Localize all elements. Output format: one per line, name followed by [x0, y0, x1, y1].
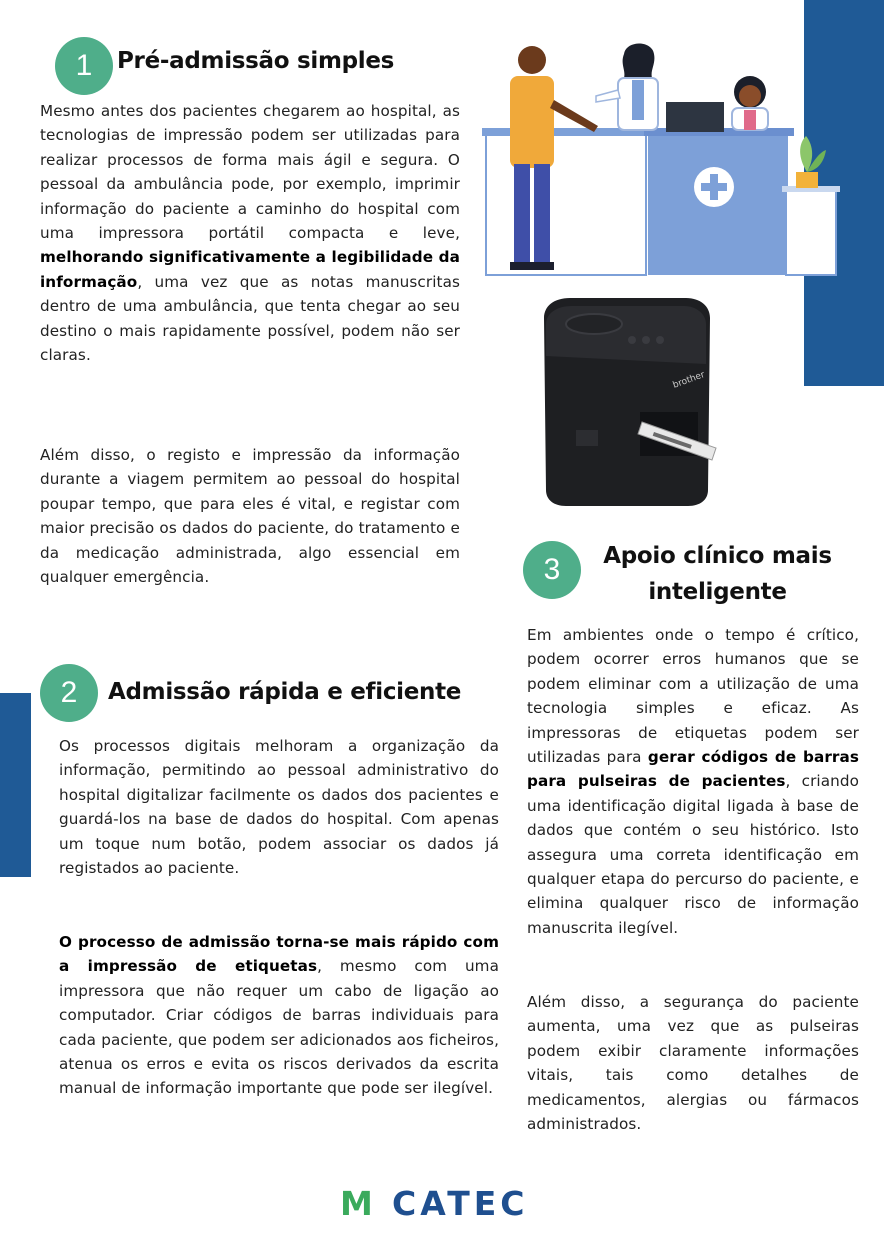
section-3-title: Apoio clínico mais inteligente — [603, 543, 832, 605]
patient-figure — [518, 46, 546, 74]
printer-brand: brother — [671, 370, 707, 391]
section-3-paragraph-1: Em ambientes onde o tempo é crítico, podem ocorrer erros humanos que se podem eliminar com a utilização de uma tecnologia simples e eficaz. As impressoras de etiquetas podem ser utilizadas para gerar códigos de barras para pulseiras de pacientes, criando uma identificação digital ligada à base de dados que contém o seu histórico. Isto assegura uma correta identificação em qualquer etapa do percurso do paciente, e elimina qualquer risco de informação manuscrita ilegível. — [527, 626, 859, 937]
section-3-highlight: gerar códigos de barras para pulseiras de pacientes — [527, 748, 859, 791]
printer-top-button-icon — [566, 314, 622, 334]
label-printer-illustration — [536, 294, 721, 509]
plant-pot-icon — [796, 172, 818, 188]
section-3-paragraph-2: Além disso, a segurança do paciente aumenta, uma vez que as pulseiras podem exibir claramente informações vitais, tais como detalhes de medicamentos, alergias ou fármacos administrados. — [527, 993, 859, 1134]
section-1-title: Pré-admissão simples — [117, 48, 395, 74]
section-2-paragraph-1: Os processos digitais melhoram a organização da informação, permitindo ao pessoal administrativo do hospital digitalizar facilmente os dados dos pacientes e guardá-los na base de dados do hospital. Com apenas um toque num botão, podem associar os dados já registados ao paciente. — [59, 737, 499, 878]
section-1-paragraph-1: Mesmo antes dos pacientes chegarem ao hospital, as tecnologias de impressão podem ser utilizadas para realizar processos de forma mais ágil e segura. O pessoal da ambulância pode, por exemplo, imprimir informação do paciente a caminho do hospital com uma impressora portátil compacta e leve, melhorando significativamente a legibilidade da informação, uma vez que as notas manuscritas dentro de uma ambulância, que tenta chegar ao seu destino o mais rapidamente possível, podem não ser claras. — [40, 102, 460, 365]
section-1-highlight: melhorando significativamente a legibilidade da informação — [40, 248, 460, 291]
computer-monitor-icon — [666, 102, 724, 132]
section-1-number: 1 — [55, 37, 113, 95]
logo-m: M — [340, 1186, 376, 1220]
hospital-reception-illustration — [480, 40, 840, 280]
section-2-highlight: O processo de admissão torna-se mais rápido com a impressão de etiquetas — [59, 933, 499, 976]
section-2-paragraph-2: O processo de admissão torna-se mais rápido com a impressão de etiquetas, mesmo com uma impressora que não requer um cabo de ligação ao computador. Criar códigos de barras individuais para cada paciente, que podem ser adicionados aos ficheiros, atenua os erros e evita os riscos derivados da escrita manual de informação importante que pode ser ilegível. — [59, 933, 499, 1098]
section-2-title: Admissão rápida e eficiente — [108, 679, 462, 705]
logo-catec: CATEC — [392, 1186, 529, 1220]
mcatec-logo — [340, 1186, 596, 1220]
decorative-bar-left — [0, 693, 31, 877]
section-3-number: 3 — [523, 541, 581, 599]
reception-desk-side — [786, 190, 836, 275]
section-1-paragraph-2: Além disso, o registo e impressão da informação durante a viagem permitem ao pessoal do hospital poupar tempo, que para eles é vital, e registar com maior precisão os dados do paciente, do tratamento e da medicação administrada, algo essencial em qualquer emergência. — [40, 446, 460, 587]
section-2-number: 2 — [40, 664, 98, 722]
